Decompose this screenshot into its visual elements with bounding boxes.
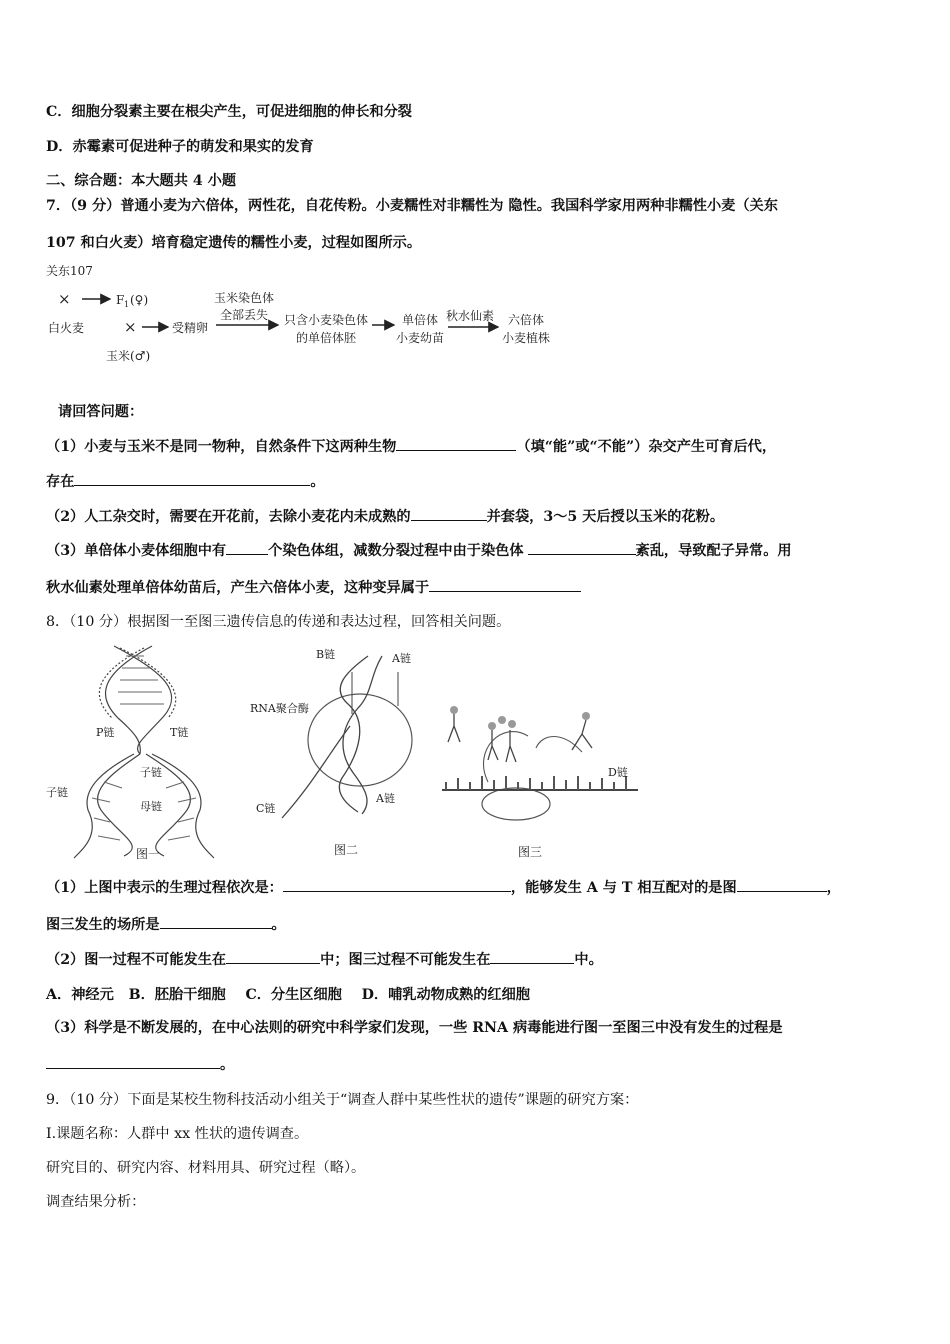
flow-plant-line2: 小麦植株 — [502, 331, 551, 345]
q7-part3-line1: （3）单倍体小麦体细胞中有 个染色体组，减数分裂过程中由于染色体 紊乱，导致配子异常。用 — [46, 543, 792, 559]
amino-acid-chain — [450, 706, 590, 730]
flow-f1: F — [116, 293, 125, 307]
q9-stem: 9．（10 分）下面是某校生物科技活动小组关于“调查人群中某些性状的遗传”课题的研究方案： — [46, 1092, 639, 1108]
label-daughter-left: 子链 — [46, 786, 68, 799]
figure-2-transcription — [250, 642, 430, 864]
answer-blank[interactable] — [429, 578, 581, 592]
q7-ask: 请回答问题： — [58, 404, 144, 420]
q8-options: A．神经元 B．胚胎干细胞 C．分生区细胞 D．哺乳动物成熟的红细胞 — [46, 987, 530, 1003]
flow-f1-sub: 1 — [124, 300, 130, 309]
label-c-chain: C链 — [256, 802, 276, 815]
trna-right — [572, 720, 592, 750]
q8-part3-line2: 。 — [46, 1055, 920, 1075]
answer-blank[interactable] — [46, 1055, 220, 1069]
q7-part1-line1: （1）小麦与玉米不是同一物种，自然条件下这两种生物 （填“能”或“不能”）杂交产生可育后代， — [46, 439, 777, 455]
label-d-chain: D链 — [608, 766, 628, 779]
figure-3-translation — [432, 690, 644, 866]
q7-part1-line2: 存在 。 — [46, 474, 325, 490]
daughter-helix-left-b — [74, 754, 134, 858]
trna-site-a — [506, 730, 516, 762]
flow-embryo-line1: 只含小麦染色体 — [284, 313, 369, 327]
rna-polymerase-shape — [308, 694, 412, 786]
answer-blank[interactable] — [226, 950, 320, 964]
q8-part3-line1: （3）科学是不断发展的，在中心法则的研究中科学家们发现，一些 RNA 病毒能进行图一至图三中没有发生的过程是 — [46, 1020, 783, 1036]
q9-analysis: 调查结果分析： — [46, 1194, 146, 1210]
answer-blank[interactable] — [396, 437, 516, 451]
q8-part1-line1: （1）上图中表示的生理过程依次是： ，能够发生 A 与 T 相互配对的是图 ， — [46, 880, 841, 896]
q8-stem: 8．（10 分）根据图一至图三遗传信息的传递和表达过程，回答相关问题。 — [46, 614, 511, 630]
q8-part2: （2）图一过程不可能发生在 中；图三过程不可能发生在 中。 — [46, 952, 603, 968]
label-a-chain-top: A链 — [392, 652, 411, 665]
answer-blank[interactable] — [283, 878, 511, 892]
daughter-helix-left-a — [97, 754, 140, 856]
flow-zygote: 受精卵 — [172, 321, 209, 335]
answer-blank[interactable] — [737, 878, 827, 892]
label-daughter-mid: 子链 — [140, 766, 162, 779]
label-p-chain: P链 — [96, 726, 115, 739]
flow-cross-1: × — [58, 290, 71, 308]
flow-guandong: 关东107 — [46, 264, 93, 278]
label-rna-polymerase: RNA聚合酶 — [250, 702, 309, 715]
coding-strand — [343, 656, 382, 814]
trna-left — [448, 714, 460, 742]
ribosome-shape — [482, 788, 550, 820]
label-mother-chain: 母链 — [140, 800, 162, 813]
flow-plant-line1: 六倍体 — [508, 313, 545, 327]
figure-3-caption: 图三 — [518, 845, 543, 859]
q7-stem-line2: 107 和白火麦）培育稳定遗传的糯性小麦，过程如图所示。 — [46, 235, 422, 251]
answer-blank[interactable] — [528, 541, 636, 555]
flow-seedling-line1: 单倍体 — [402, 313, 439, 327]
q8-part1-line2: 图三发生的场所是 。 — [46, 917, 286, 933]
flow-yumi: 玉米(♂) — [106, 349, 151, 363]
flow-female: (♀) — [130, 293, 149, 307]
answer-blank[interactable] — [74, 472, 310, 486]
flow-arrow1-bottom: 全部丢失 — [220, 308, 269, 322]
answer-blank[interactable] — [411, 507, 487, 521]
figure-2-caption: 图二 — [334, 843, 359, 857]
figure-1-dna-replication — [44, 642, 244, 864]
label-a-chain-bottom: A链 — [376, 792, 395, 805]
option-d: D．赤霉素可促进种子的萌发和果实的发育 — [46, 139, 314, 155]
flow-embryo-line2: 的单倍体胚 — [296, 331, 357, 345]
q7-part2: （2）人工杂交时，需要在开花前，去除小麦花内未成熟的 并套袋，3～5 天后授以玉米的花粉。 — [46, 509, 725, 525]
figure-1-caption: 图一 — [136, 847, 161, 861]
answer-blank[interactable] — [160, 915, 272, 929]
flow-cross-2: × — [124, 318, 137, 336]
label-t-chain: T链 — [170, 726, 189, 739]
q7-part3-line2: 秋水仙素处理单倍体幼苗后，产生六倍体小麦，这种变异属于 — [46, 578, 920, 598]
option-c: C．细胞分裂素主要在根尖产生，可促进细胞的伸长和分裂 — [46, 104, 412, 120]
answer-blank[interactable] — [226, 541, 268, 555]
flow-baihuomai: 白火麦 — [48, 321, 85, 335]
flow-seedling-line2: 小麦幼苗 — [396, 331, 445, 345]
flow-arrow1-top: 玉米染色体 — [214, 291, 275, 305]
breeding-flow-diagram — [44, 262, 564, 374]
flow-arrow2-top: 秋水仙素 — [446, 309, 495, 323]
rna-transcript — [282, 726, 350, 818]
q7-stem-line1: 7．（9 分）普通小麦为六倍体，两性花，自花传粉。小麦糯性对非糯性为 隐性。我国科学家用两种非糯性小麦（关东 — [46, 198, 778, 214]
parental-strand-1 — [114, 646, 172, 754]
label-b-chain: B链 — [316, 648, 336, 661]
q9-contents: 研究目的、研究内容、材料用具、研究过程（略）。 — [46, 1160, 366, 1176]
answer-blank[interactable] — [490, 950, 574, 964]
section-heading: 二、综合题：本大题共 4 小题 — [46, 173, 237, 189]
q9-title: I.课题名称：人群中 xx 性状的遗传调查。 — [46, 1126, 309, 1142]
